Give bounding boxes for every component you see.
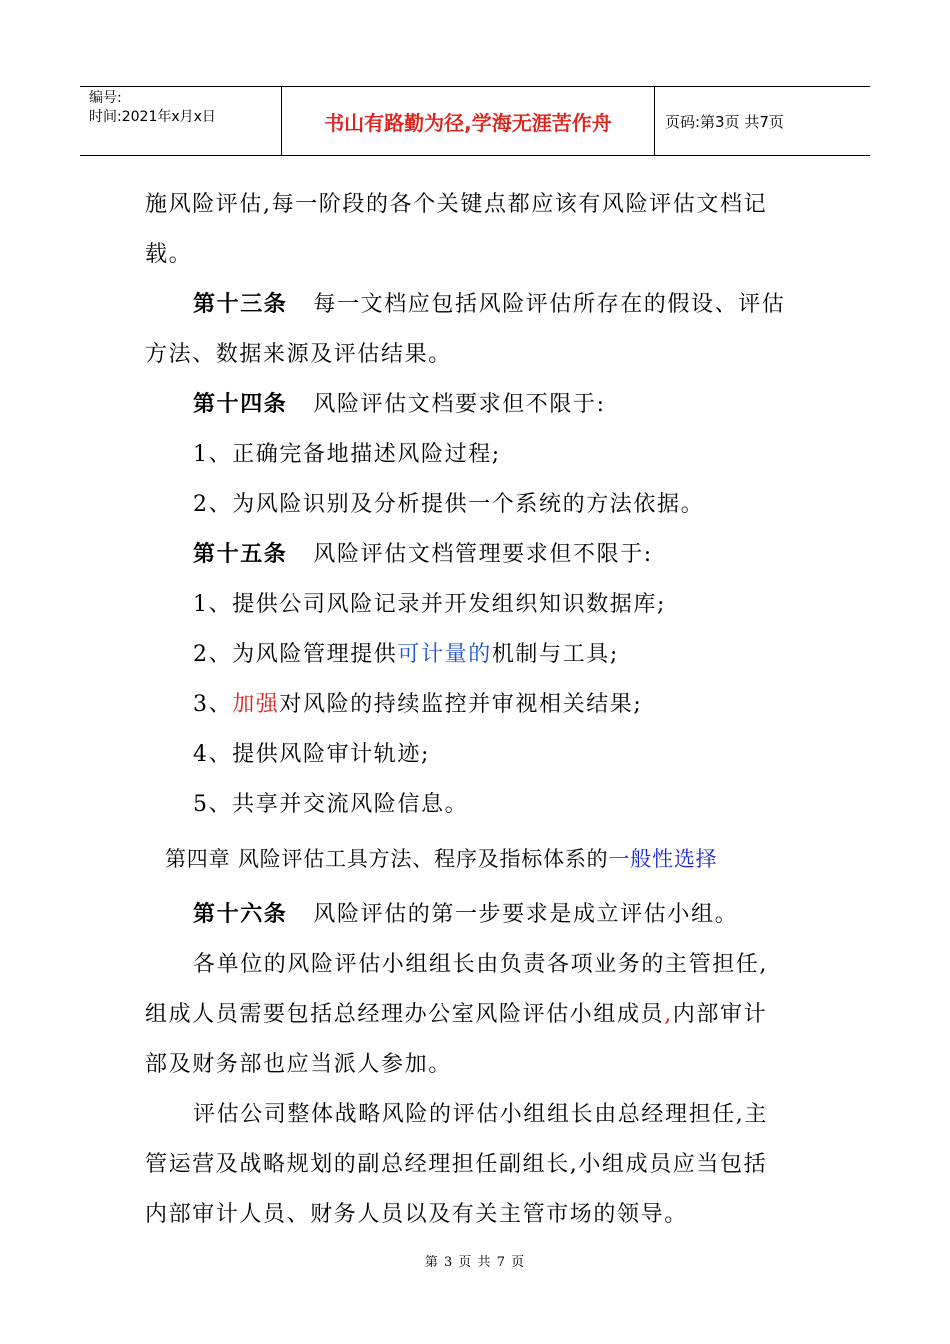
list-item: 2、为风险识别及分析提供一个系统的方法依据。 [193,492,705,517]
header-meta [80,87,282,155]
article-text: 风险评估的第一步要求是成立评估小组。 [313,902,739,927]
list-item-text: 2、为风险管理提供 [193,642,398,667]
article-title: 第十六条 [193,902,288,927]
chapter-highlight: 一般性选择 [608,847,718,871]
article-14 [145,380,795,430]
page-footer: 第 3 页 共 7 页 [424,1255,526,1270]
body-line: 管运营及战略规划的副总经理担任副组长,小组成员应当包括 [145,1152,768,1177]
body-line: 各单位的风险评估小组组长由负责各项业务的主管担任, [193,952,768,977]
body-line: 内部审计人员、财务人员以及有关主管市场的领导。 [145,1202,688,1227]
chapter-title: 第四章 风险评估工具方法、程序及指标体系的 [165,847,609,871]
article-15 [145,530,795,580]
list-item: 4、提供风险审计轨迹; [193,742,431,767]
page-header [80,86,870,156]
chapter-heading [165,840,795,878]
body-line: 施风险评估,每一阶段的各个关键点都应该有风险评估文档记 [145,192,768,217]
list-item: 1、提供公司风险记录并开发组织知识数据库; [193,592,667,617]
body-line: 部及财务部也应当派人参加。 [145,1052,452,1077]
highlight-text: , [664,1002,673,1027]
body-text: 组成人员需要包括总经理办公室风险评估小组成员 [145,1002,665,1027]
article-text: 风险评估文档要求但不限于: [313,392,606,417]
list-item: 1、正确完备地描述风险过程; [193,442,501,467]
article-title: 第十三条 [193,292,288,317]
list-item [145,680,795,730]
body-line: 评估公司整体战略风险的评估小组组长由总经理担任,主 [193,1102,768,1127]
header-motto: 书山有路勤为径,学海无涯苦作舟 [282,87,655,155]
article-13 [145,280,795,330]
document-time: 时间:2021年x月x日 [89,109,216,125]
body-line: 载。 [145,242,193,267]
body-line: 方法、数据来源及评估结果。 [145,342,452,367]
highlight-text: 可计量的 [397,642,492,667]
body-text: 内部审计 [672,1002,768,1027]
document-number-label: 编号: [89,90,122,106]
list-item-text: 对风险的持续监控并审视相关结果; [279,692,643,717]
highlight-text: 加强 [232,692,280,717]
article-16 [145,890,795,940]
document-body [145,180,795,1240]
list-item: 5、共享并交流风险信息。 [193,792,469,817]
article-title: 第十五条 [193,542,288,567]
article-title: 第十四条 [193,392,288,417]
header-page-info: 页码:第3页 共7页 [665,112,784,131]
body-line [145,990,795,1040]
list-item-text: 3、 [193,692,233,717]
list-item-text: 机制与工具; [491,642,619,667]
list-item [145,630,795,680]
article-text: 风险评估文档管理要求但不限于: [313,542,653,567]
article-text: 每一文档应包括风险评估所存在的假设、评估 [313,292,786,317]
